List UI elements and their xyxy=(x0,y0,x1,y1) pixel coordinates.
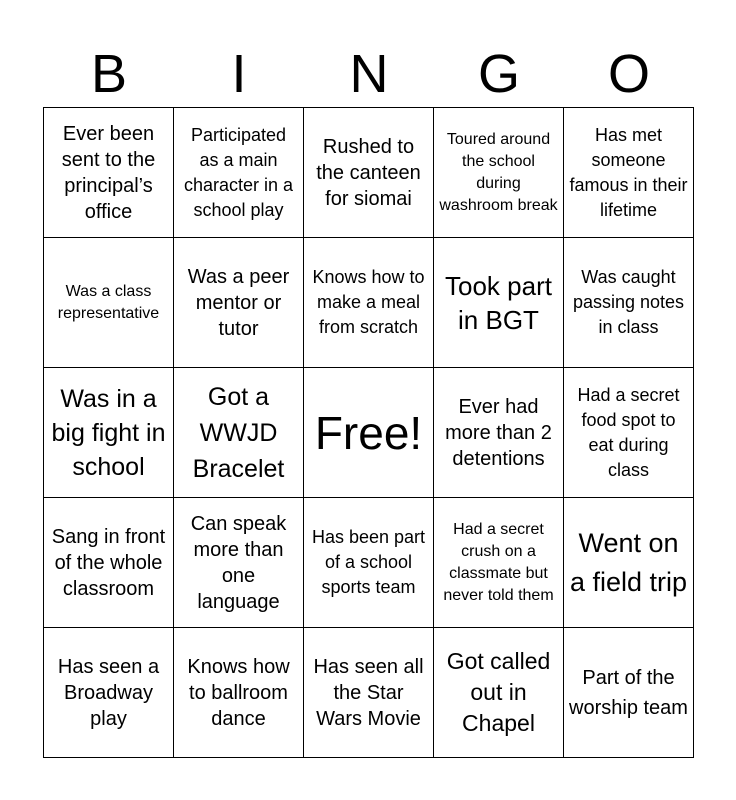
bingo-cell-text: Was in a big fight in school xyxy=(51,384,166,481)
bingo-cell-r1c1[interactable] xyxy=(44,108,174,238)
bingo-cell-text: Was caught passing notes in class xyxy=(572,267,685,337)
bingo-cell-r1c5[interactable] xyxy=(564,108,694,238)
bingo-cell-text: Has met someone famous in their lifetime xyxy=(569,124,688,220)
header-letter-n: N xyxy=(349,44,389,104)
bingo-cell-text: Has seen all the Star Wars Movie xyxy=(313,655,424,730)
bingo-cell-text: Has been part of a school sports team xyxy=(311,527,426,597)
bingo-cell-r4c2[interactable] xyxy=(174,498,304,628)
bingo-cell-free-space[interactable] xyxy=(304,368,434,498)
bingo-cell-text: Toured around the school during washroom break xyxy=(439,130,558,214)
header-letter-i: I xyxy=(231,44,247,104)
bingo-header xyxy=(44,40,694,108)
bingo-cell-r2c3[interactable] xyxy=(304,238,434,368)
bingo-cell-text: Got called out in Chapel xyxy=(446,648,551,736)
bingo-cell-r4c3[interactable] xyxy=(304,498,434,628)
header-letter-g: G xyxy=(477,44,520,104)
bingo-cell-r1c4[interactable] xyxy=(434,108,564,238)
bingo-cell-text: Can speak more than one language xyxy=(190,512,287,613)
header-letter-o: O xyxy=(607,44,650,104)
bingo-cell-r3c1[interactable] xyxy=(44,368,174,498)
bingo-cell-r1c3[interactable] xyxy=(304,108,434,238)
bingo-cell-r5c4[interactable] xyxy=(434,628,564,758)
bingo-cell-text: Ever been sent to the principal’s office xyxy=(61,122,156,223)
bingo-cell-text: Knows how to ballroom dance xyxy=(187,655,290,730)
bingo-cell-r2c1[interactable] xyxy=(44,238,174,368)
bingo-cell-text: Got a WWJD Bracelet xyxy=(192,382,285,483)
bingo-cell-r5c1[interactable] xyxy=(44,628,174,758)
bingo-cell-r1c2[interactable] xyxy=(174,108,304,238)
bingo-cell-text: Took part in BGT xyxy=(445,270,552,335)
bingo-cell-text: Participated as a main character in a school play xyxy=(183,124,294,220)
bingo-cell-text: Had a secret crush on a classmate but never told them xyxy=(443,520,554,604)
bingo-cell-r3c4[interactable] xyxy=(434,368,564,498)
bingo-cell-r2c5[interactable] xyxy=(564,238,694,368)
bingo-cell-r5c2[interactable] xyxy=(174,628,304,758)
bingo-cell-r5c5[interactable] xyxy=(564,628,694,758)
bingo-cell-text: Sang in front of the whole classroom xyxy=(51,525,166,600)
bingo-cell-r3c2[interactable] xyxy=(174,368,304,498)
bingo-cell-r4c5[interactable] xyxy=(564,498,694,628)
bingo-cell-text: Was a class representative xyxy=(57,282,160,322)
bingo-cell-text: Went on a field trip xyxy=(569,527,688,597)
bingo-cell-text: Had a secret food spot to eat during class xyxy=(577,384,680,480)
bingo-cell-text: Ever had more than 2 detentions xyxy=(445,395,552,470)
bingo-cell-text: Free! xyxy=(314,406,423,459)
bingo-cell-text: Rushed to the canteen for siomai xyxy=(316,135,421,210)
bingo-cell-r2c2[interactable] xyxy=(174,238,304,368)
bingo-cell-text: Has seen a Broadway play xyxy=(57,655,160,730)
bingo-cell-r4c1[interactable] xyxy=(44,498,174,628)
header-letter-b: B xyxy=(90,44,128,104)
bingo-cell-r2c4[interactable] xyxy=(434,238,564,368)
bingo-cell-r3c5[interactable] xyxy=(564,368,694,498)
bingo-cell-text: Was a peer mentor or tutor xyxy=(187,265,290,340)
bingo-card-grid xyxy=(43,107,694,758)
bingo-cell-text: Part of the worship team xyxy=(569,666,688,719)
bingo-cell-text: Knows how to make a meal from scratch xyxy=(312,267,425,337)
bingo-cell-r5c3[interactable] xyxy=(304,628,434,758)
bingo-cell-r4c4[interactable] xyxy=(434,498,564,628)
